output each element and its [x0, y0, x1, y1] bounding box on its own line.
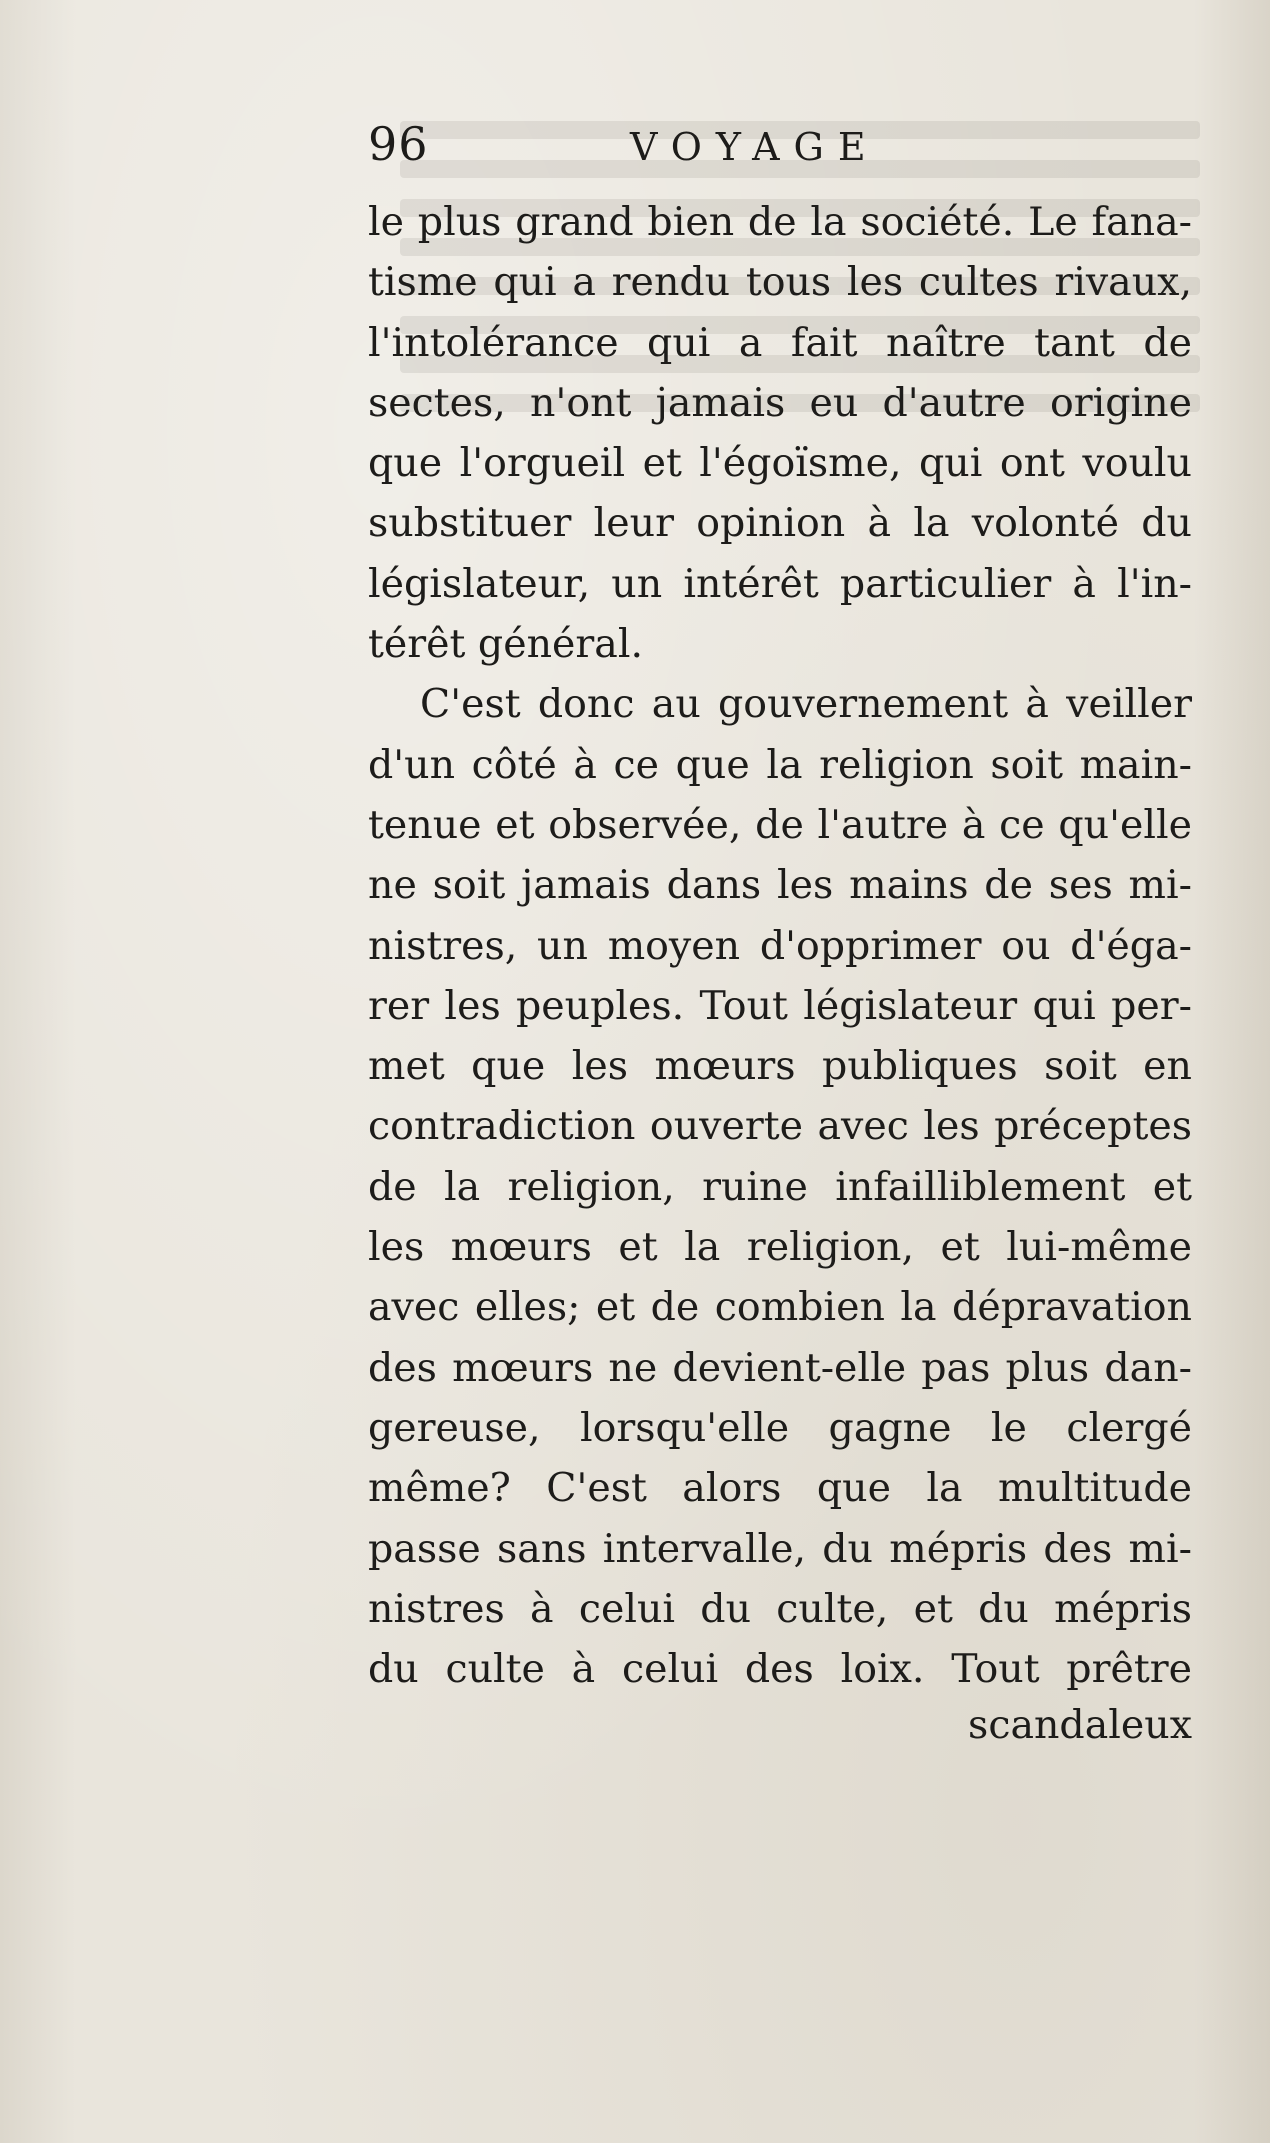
text-line: nistres, un moyen d'opprimer ou d'éga- — [368, 922, 1192, 969]
text-line: tisme qui a rendu tous les cultes rivaux, — [368, 259, 1192, 306]
text-line: même? C'est alors que la multitude — [368, 1465, 1192, 1512]
text-line: passe sans intervalle, du mépris des mi- — [368, 1525, 1192, 1572]
text-line: substituer leur opinion à la volonté du — [368, 500, 1192, 547]
text-line: gereuse, lorsqu'elle gagne le clergé — [368, 1404, 1192, 1451]
text-line: que l'orgueil et l'égoïsme, qui ont voulu — [368, 440, 1192, 487]
text-line: avec elles; et de combien la dépravation — [368, 1284, 1192, 1331]
paragraph-start-line: C'est donc au gouvernement à veiller — [420, 681, 1192, 728]
paragraph-end-line: térêt général. — [368, 621, 644, 668]
page-number: 96 — [368, 117, 429, 171]
text-line: les mœurs et la religion, et lui-même — [368, 1224, 1192, 1271]
running-head — [368, 108, 928, 188]
text-line: contradiction ouverte avec les préceptes — [368, 1103, 1192, 1150]
text-line: de la religion, ruine infailliblement et — [368, 1163, 1192, 1210]
text-line: sectes, n'ont jamais eu d'autre origine — [368, 379, 1192, 426]
text-line: l'intolérance qui a fait naître tant de — [368, 319, 1192, 366]
catchword: scandaleux — [968, 1702, 1192, 1748]
text-line: du culte à celui des loix. Tout prêtre — [368, 1646, 1192, 1693]
text-line: législateur, un intérêt particulier à l'in- — [368, 560, 1192, 607]
text-line: nistres à celui du culte, et du mépris — [368, 1585, 1192, 1632]
body-text — [368, 192, 1192, 1699]
text-line: ne soit jamais dans les mains de ses mi- — [368, 862, 1192, 909]
text-line: rer les peuples. Tout législateur qui per- — [368, 982, 1192, 1029]
text-line: met que les mœurs publiques soit en — [368, 1043, 1192, 1090]
running-title: VOYAGE — [630, 125, 880, 169]
text-line: tenue et observée, de l'autre à ce qu'elle — [368, 801, 1192, 848]
text-line: d'un côté à ce que la religion soit main- — [368, 741, 1192, 788]
text-line: des mœurs ne devient-elle pas plus dan- — [368, 1344, 1192, 1391]
text-line: le plus grand bien de la société. Le fana- — [368, 199, 1192, 245]
